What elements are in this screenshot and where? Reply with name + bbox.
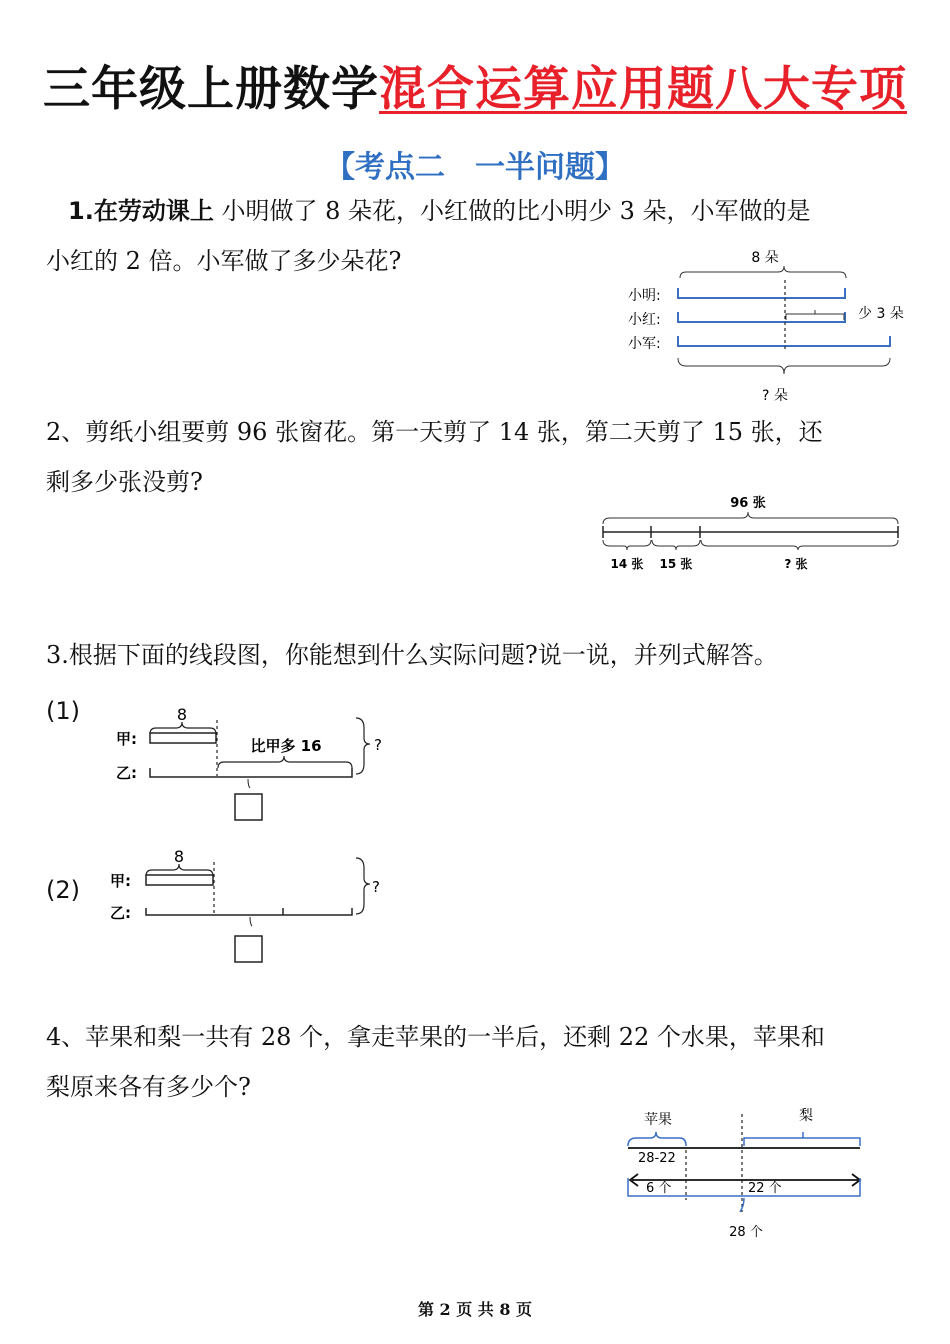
q4-total-label: 28 个 [729, 1225, 763, 1240]
question-1-line1 [46, 186, 908, 236]
q3p1-answer-box [235, 794, 262, 820]
q3p2-yi-label: 乙: [110, 904, 131, 922]
q1-bottom-label: ? 朵 [762, 388, 788, 404]
question-2-diagram [598, 490, 908, 580]
page-footer: 第 2 页 共 8 页 [417, 1300, 533, 1319]
section-subtitle: 【考点二 一半问题】 [325, 150, 625, 185]
q3p2-answer-box [235, 936, 262, 962]
title-black-part: 三年级上册数学 [43, 62, 379, 117]
q2-seg2-label: 15 张 [659, 557, 693, 571]
q3p2-right-brace [356, 858, 370, 914]
q4-pear-bracket [744, 1138, 860, 1146]
q4-left-val: 6 个 [646, 1181, 672, 1196]
q3p1-bottom-tick [248, 779, 250, 788]
q4-expr: 28-22 [638, 1151, 676, 1166]
q1-bottom-brace [678, 358, 890, 374]
q4-apple-label: 苹果 [644, 1112, 672, 1128]
question-3-text: 3.根据下面的线段图，你能想到什么实际问题?说一说，并列式解答。 [46, 641, 778, 669]
q3p2-top-num: 8 [173, 847, 185, 866]
q4-pear-label: 梨 [799, 1108, 813, 1124]
q1-less-bracket [786, 314, 844, 320]
q3-part2-label: (2) [46, 876, 80, 904]
q3p1-question-mark: ? [374, 736, 382, 754]
q3p1-top-num: 8 [176, 705, 188, 724]
q3p1-more-brace [218, 756, 352, 768]
q4-right-val: 22 个 [748, 1181, 782, 1196]
q3p2-question-mark: ? [372, 878, 380, 896]
q1-row3-label: 小军: [628, 336, 661, 352]
question-4-line1: 4、苹果和梨一共有 28 个，拿走苹果的一半后，还剩 22 个水果，苹果和 [46, 1023, 825, 1051]
q3p2-jia-bar [146, 875, 213, 885]
q3p1-jia-label: 甲: [116, 730, 137, 748]
q1-top-brace [680, 266, 846, 278]
q3p2-top-brace [146, 864, 213, 876]
q3p2-jia-label: 甲: [110, 872, 131, 890]
q1-row2-label: 小红: [628, 312, 661, 328]
question-1-line2: 小红的 2 倍。小军做了多少朵花? [46, 247, 402, 275]
q3p2-yi-bar [146, 908, 352, 915]
q1-less-label: 少 3 朵 [858, 306, 904, 322]
question-2-line1: 2、剪纸小组要剪 96 张窗花。第一天剪了 14 张，第二天剪了 15 张，还 [46, 418, 823, 446]
q2-seg1-label: 14 张 [610, 557, 644, 571]
q2-top-brace [603, 512, 898, 524]
q1-xiaojun-bar [678, 336, 890, 346]
q3p1-jia-bar [150, 733, 216, 743]
q2-seg3-label: ? 张 [784, 557, 808, 571]
q3p2-bottom-tick [250, 917, 252, 926]
q1-xiaoming-bar [678, 288, 845, 298]
q1-top-label: 8 朵 [751, 250, 779, 266]
q2-brace-2 [652, 540, 700, 550]
title-red-part: 混合运算应用题八大专项 [379, 62, 907, 117]
q2-brace-3 [701, 540, 898, 550]
q3-part1-label: (1) [46, 697, 80, 725]
q1-row1-label: 小明: [628, 288, 661, 304]
q2-top-label: 96 张 [730, 496, 766, 511]
q3-part2-diagram [104, 842, 394, 967]
q3p1-right-brace [356, 718, 370, 774]
question-2-line2: 剩多少张没剪? [46, 468, 203, 496]
question-1-text1: 小明做了 8 朵花，小红做的比小明少 3 朵，小军做的是 [213, 197, 811, 225]
page-title [0, 52, 950, 119]
q4-apple-brace [628, 1132, 686, 1146]
question-1-diagram [620, 240, 920, 410]
question-1-number: 1.在劳动课上 [68, 197, 214, 225]
question-4-line2: 梨原来各有多少个? [46, 1073, 251, 1101]
q3-part1-diagram [108, 700, 398, 825]
q3p1-yi-label: 乙: [116, 764, 137, 782]
q3p1-yi-bar [150, 768, 352, 777]
question-4 [46, 1012, 908, 1112]
q3p1-more-label: 比甲多 16 [250, 737, 322, 755]
q2-brace-1 [603, 540, 651, 550]
question-4-diagram [620, 1100, 880, 1250]
